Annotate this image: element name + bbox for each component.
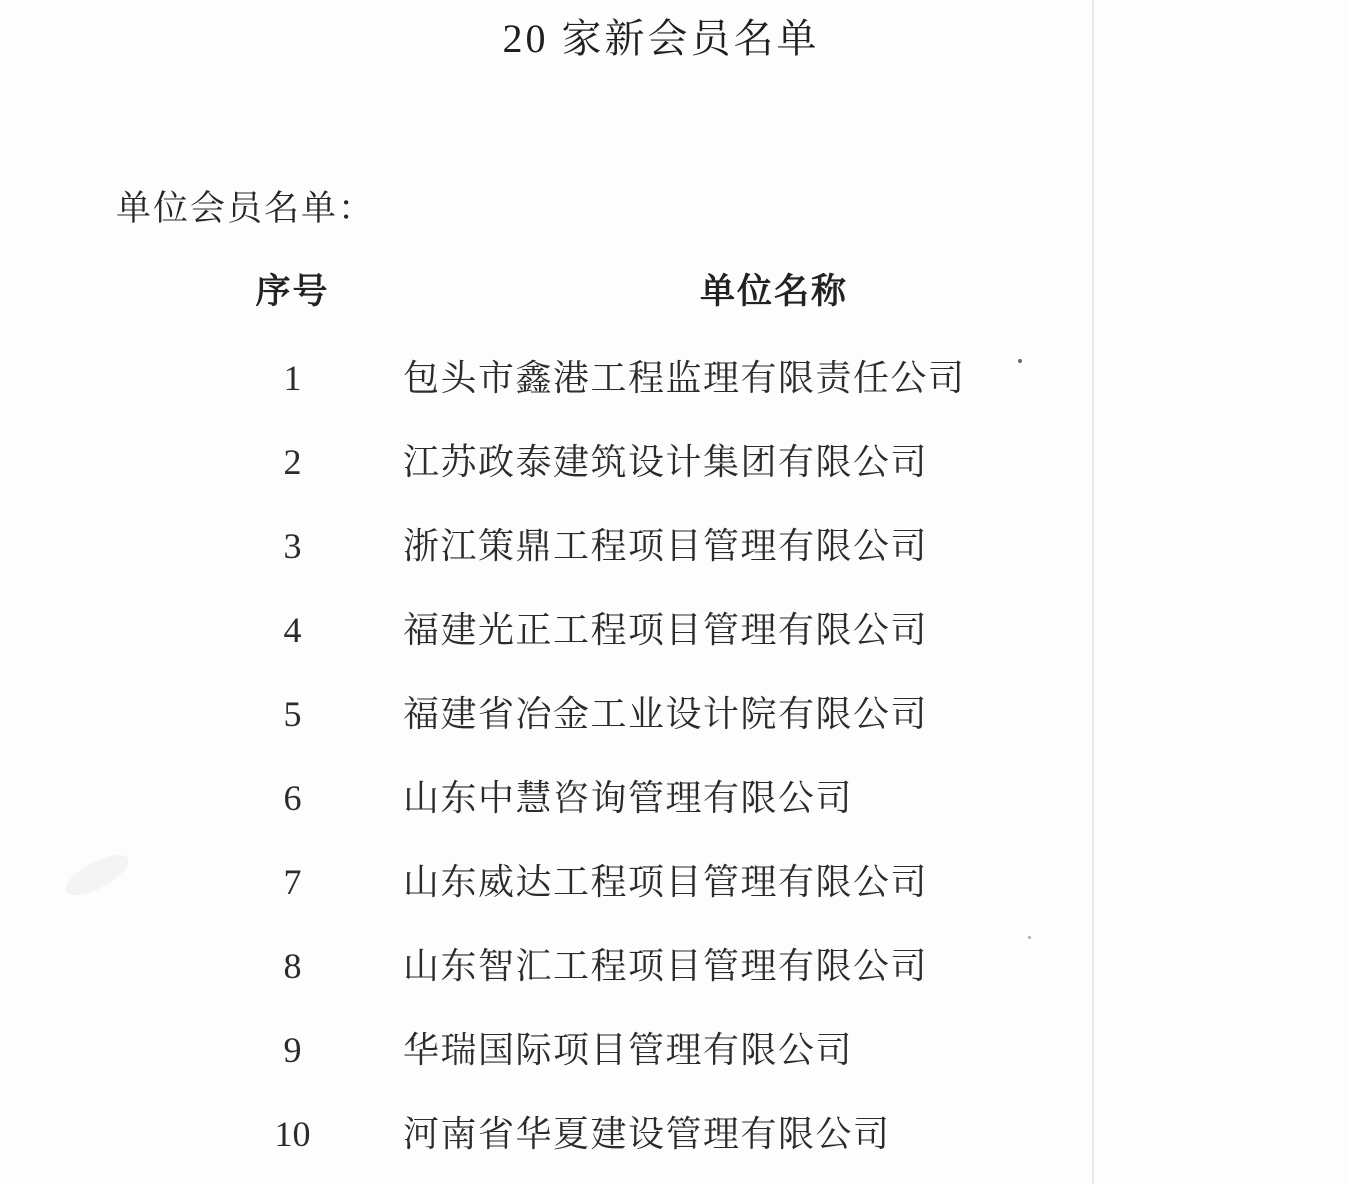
member-unit-name: 河南省华夏建设管理有限公司: [403, 1114, 891, 1154]
member-unit-name: 山东中慧咨询管理有限公司: [403, 778, 854, 818]
member-serial-number: 9: [283, 1030, 302, 1070]
scan-artifact-line: [1092, 0, 1094, 1184]
member-serial-number: 1: [283, 358, 302, 398]
member-unit-name: 华瑞国际项目管理有限公司: [403, 1030, 854, 1070]
table-row: [0, 354, 1346, 402]
member-unit-name: 福建光正工程项目管理有限公司: [403, 610, 929, 650]
table-row: [0, 858, 1346, 906]
member-serial-number: 8: [283, 946, 302, 986]
table-row: [0, 522, 1346, 570]
member-unit-name: 江苏政泰建筑设计集团有限公司: [403, 442, 929, 482]
table-row: [0, 438, 1346, 486]
member-unit-name: 包头市鑫港工程监理有限责任公司: [403, 358, 966, 398]
member-unit-name: 福建省冶金工业设计院有限公司: [403, 694, 929, 734]
scan-speck: [1028, 936, 1031, 939]
table-row: [0, 942, 1346, 990]
member-list-subtitle: 单位会员名单：: [116, 189, 376, 228]
table-row: [0, 1110, 1346, 1158]
member-serial-number: 6: [283, 778, 302, 818]
member-unit-name: 浙江策鼎工程项目管理有限公司: [403, 526, 929, 566]
column-header-serial-number: 序号: [255, 272, 330, 311]
table-row: [0, 1026, 1346, 1074]
member-unit-name: 山东智汇工程项目管理有限公司: [403, 946, 929, 986]
document-title: 20 家新会员名单: [502, 16, 820, 61]
table-row: [0, 690, 1346, 738]
member-unit-name: 山东威达工程项目管理有限公司: [403, 862, 929, 902]
table-row: [0, 606, 1346, 654]
member-serial-number: 5: [283, 694, 302, 734]
member-serial-number: 7: [283, 862, 302, 902]
member-serial-number: 10: [274, 1114, 311, 1154]
member-serial-number: 4: [283, 610, 302, 650]
table-row: [0, 774, 1346, 822]
column-header-unit-name: 单位名称: [700, 272, 849, 311]
member-serial-number: 3: [283, 526, 302, 566]
member-serial-number: 2: [283, 442, 302, 482]
